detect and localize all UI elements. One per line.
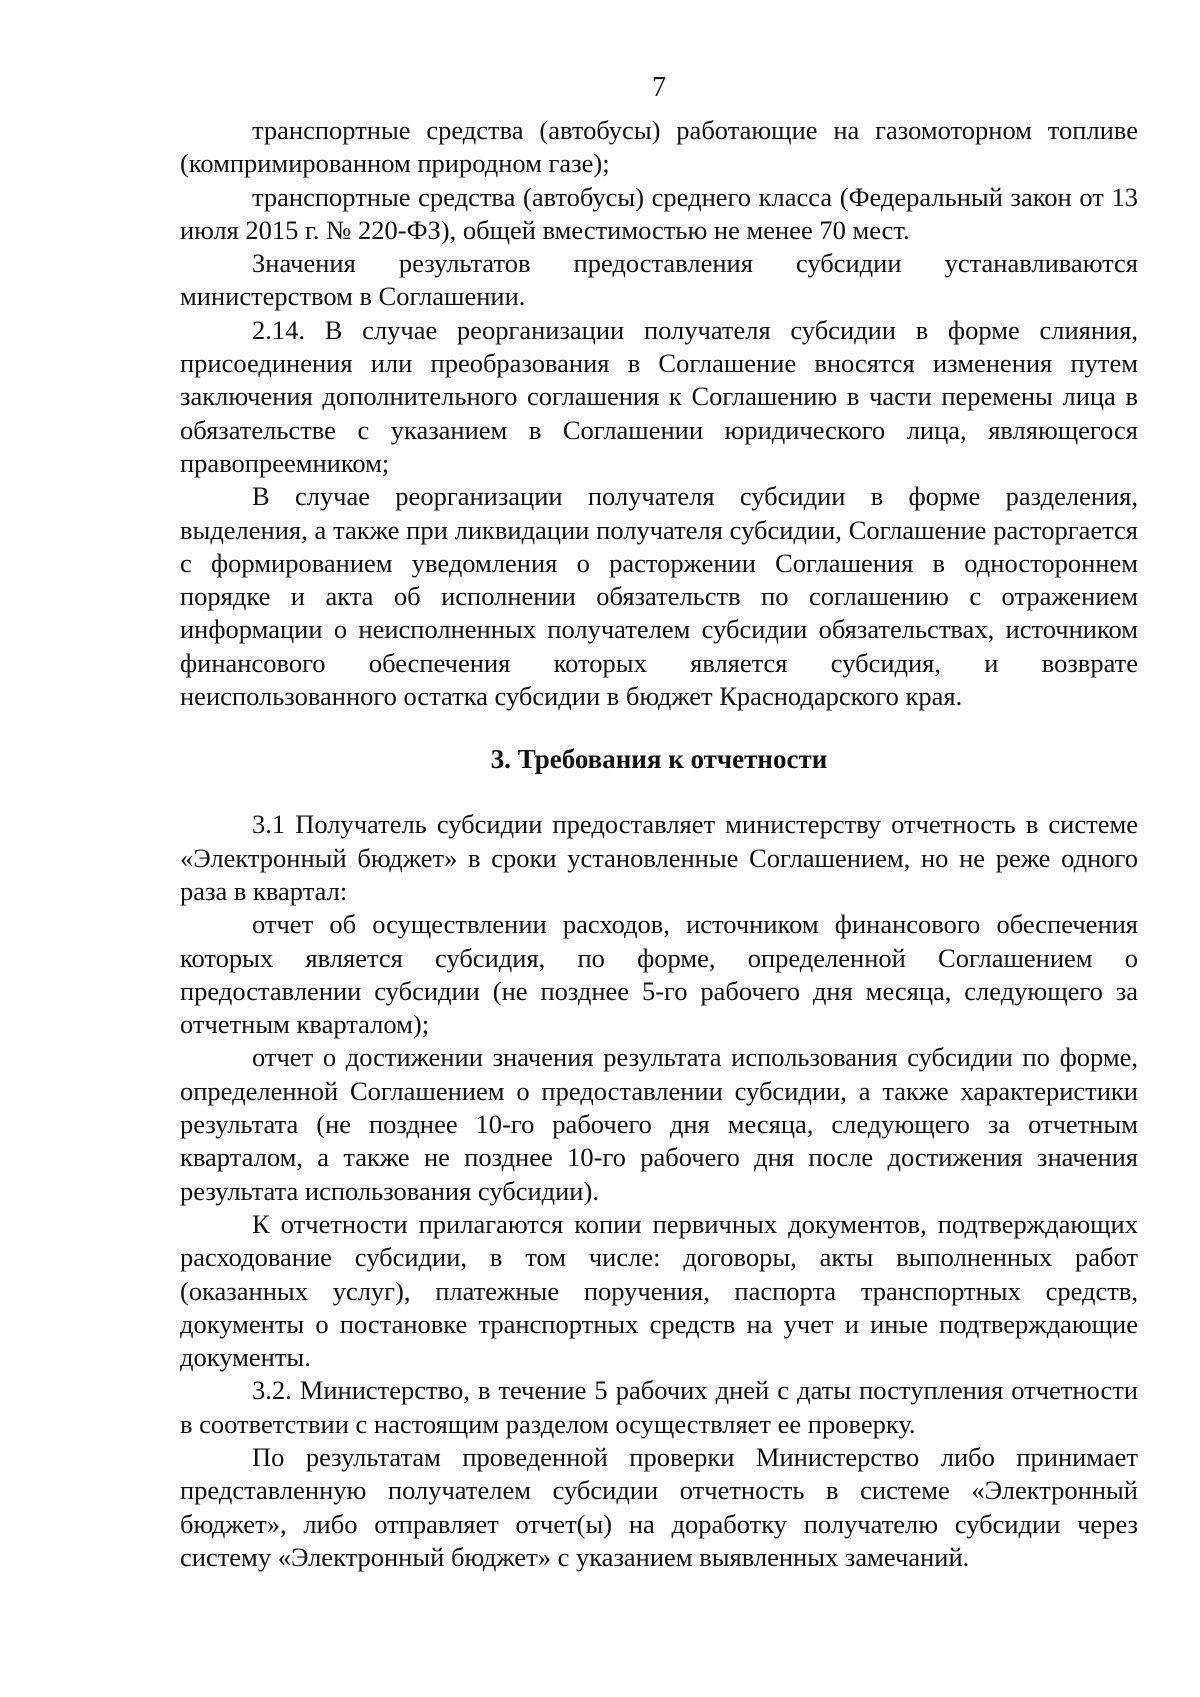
paragraph-attachments: К отчетности прилагаются копии первичных документов, подтверждающих расходование субсидии, в том числе: договоры, акты выполненных работ (оказанных услуг), платежные поручения, паспорта транспортных средств, документы о постановке транспортных средств на учет и иные подтверждающие документы. (180, 1208, 1138, 1373)
paragraph-result-values: Значения результатов предоставления субсидии устанавливаются министерством в Соглашении. (180, 248, 1138, 312)
paragraph-result-report: отчет о достижении значения результата использования субсидии по форме, определенной Соглашением о предоставлении субсидии, а также характеристики результата (не позднее 10-го рабочего дня месяца, следующего за отчетным кварталом, а также не позднее 10-го рабочего дня после достижения значения результата использования субсидии). (180, 1042, 1138, 1206)
paragraph-3-1: 3.1 Получатель субсидии предоставляет министерству отчетность в системе «Электронный бюджет» в сроки установленные Соглашением, но не реже одного раза в квартал: (180, 809, 1138, 906)
section-heading: 3. Требования к отчетности (490, 744, 828, 775)
paragraph-check-results: По результатам проведенной проверки Министерство либо принимает представленную получателем субсидии отчетность в системе «Электронный бюджет», либо отправляет отчет(ы) на доработку получателю субсидии через систему «Электронный бюджет» с указанием выявленных замечаний. (180, 1441, 1138, 1572)
paragraph-expense-report: отчет об осуществлении расходов, источником финансового обеспечения которых является субсидия, по форме, определенной Соглашением о предоставлении субсидии (не позднее 5-го рабочего дня месяца, следующего за отчетным кварталом); (180, 909, 1138, 1040)
paragraph-buses-medium: транспортные средства (автобусы) среднего класса (Федеральный закон от 13 июля 2015 г. № 220-ФЗ), общей вместимостью не менее 70 мест. (180, 181, 1138, 245)
paragraph-buses-gas: транспортные средства (автобусы) работающие на газомоторном топливе (компримированном природном газе); (180, 115, 1138, 179)
paragraph-2-14: 2.14. В случае реорганизации получателя субсидии в форме слияния, присоединения или преобразования в Соглашение вносятся изменения путем заключения дополнительного соглашения к Соглашению в части перемены лица в обязательстве с указанием в Соглашении юридического лица, являющегося правопреемником; (180, 314, 1138, 478)
paragraph-reorganization: В случае реорганизации получателя субсидии в форме разделения, выделения, а также при ликвидации получателя субсидии, Соглашение расторгается с формированием уведомления о расторжении Соглашения в одностороннем порядке и акта об исполнении обязательств по соглашению с отражением информации о неисполненных получателем субсидии обязательствах, источником финансового обеспечения которых является субсидия, и возврате неиспользованного остатка субсидии в бюджет Краснодарского края. (180, 481, 1138, 712)
page-number: 7 (652, 72, 666, 103)
paragraph-3-2: 3.2. Министерство, в течение 5 рабочих дней с даты поступления отчетности в соответствии с настоящим разделом осуществляет ее проверку. (180, 1375, 1138, 1439)
